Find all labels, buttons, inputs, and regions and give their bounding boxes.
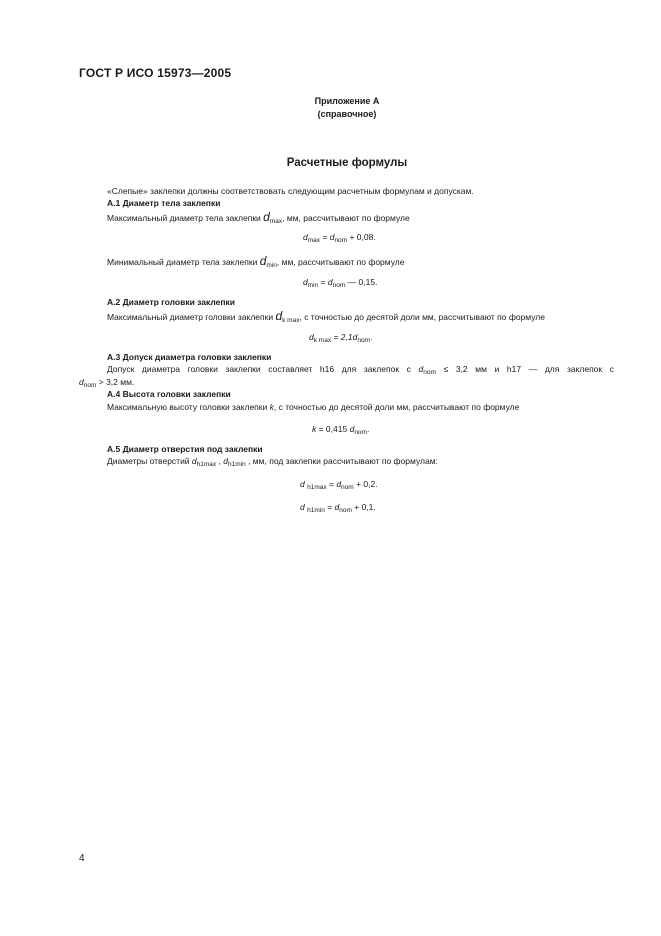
a2-text: Максимальный диаметр головки заклепки $d_{k max}$, с точностью до десятой доли мм, рассчитывают по формуле bbox=[107, 309, 545, 324]
document-header: ГОСТ Р ИСО 15973—2005 bbox=[79, 66, 232, 80]
a5-formula1: d $_{h1max} = d_{nom} + 0,2$. bbox=[300, 479, 378, 491]
a5-formula2: d $_{h1min} = d_{nom} + 0,1$. bbox=[300, 502, 376, 514]
section-a5-heading: А.5 Диаметр отверстия под заклепки bbox=[107, 444, 263, 454]
appendix-title: Приложение А bbox=[314, 96, 380, 106]
intro-text: «Слепые» заклепки должны соответствовать следующим расчетным формулам и допускам. bbox=[107, 186, 474, 196]
page-title: Расчетные формулы bbox=[286, 157, 408, 169]
a1-formula2: $d_{min} = d_{nom}$ — 0,15. bbox=[303, 277, 378, 289]
a1-formula1: $d_{max} = d_{nom} + 0,08$. bbox=[303, 232, 376, 244]
page-number: 4 bbox=[79, 853, 85, 864]
a5-text: Диаметры отверстий $d_{h1max}$ , $d_{h1min}$ , мм, под заклепки рассчитывают по формулам: bbox=[107, 456, 438, 468]
a2-formula: $d_{k max} = 2,1d_{nom}$. bbox=[309, 332, 373, 344]
section-a3-heading: А.3 Допуск диаметра головки заклепки bbox=[107, 352, 272, 362]
a3-text-line2: $d_{nom} > 3,2$ мм. bbox=[79, 377, 135, 389]
section-a1-heading: А.1 Диаметр тела заклепки bbox=[107, 198, 221, 208]
section-a4-heading: А.4 Высота головки заклепки bbox=[107, 389, 231, 399]
a1-text2: Минимальный диаметр тела заклепки $d_{min}$, мм, рассчитывают по формуле bbox=[107, 254, 405, 269]
a1-text1: Максимальный диаметр тела заклепки $d_{max}$, мм, рассчитывают по формуле bbox=[107, 210, 410, 225]
section-a2-heading: А.2 Диаметр головки заклепки bbox=[107, 297, 235, 307]
a4-formula: k = 0,415 $d_{nom}$. bbox=[312, 424, 370, 436]
a3-text-line1: Допуск диаметра головки заклепки составляет h16 для заклепок с $d_{nom} \le 3,2$ мм и h17 — для заклепок с bbox=[107, 364, 614, 376]
a4-text: Максимальную высоту головки заклепки k, с точностью до десятой доли мм, рассчитывают по формуле bbox=[107, 402, 520, 412]
appendix-subtitle: (справочное) bbox=[317, 109, 377, 119]
